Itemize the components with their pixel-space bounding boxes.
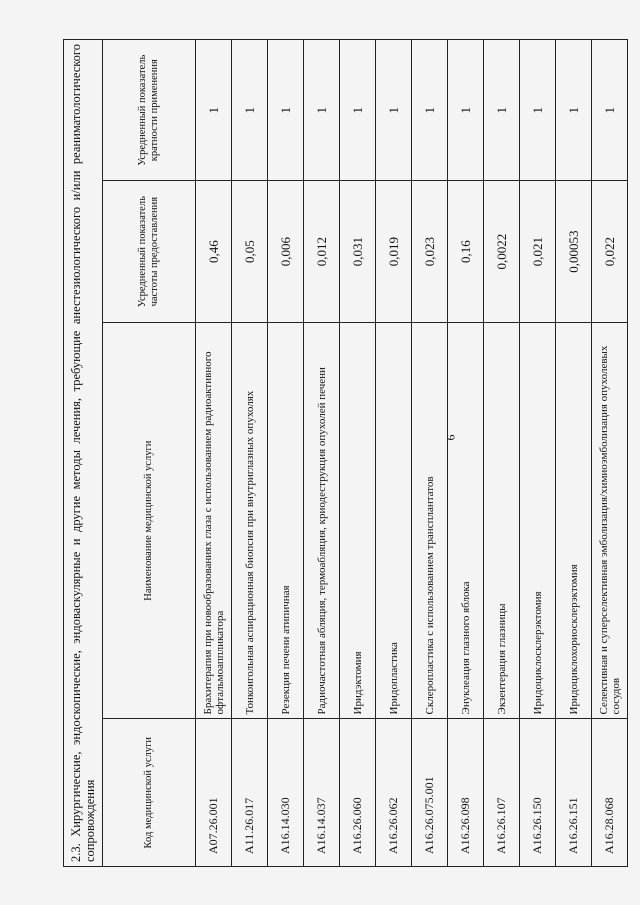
- cell-name: Иридэктомия: [340, 322, 376, 719]
- cell-name: Склеропластика с использованием трансплантатов: [412, 322, 448, 719]
- table-header-row: [103, 40, 196, 867]
- cell-code: A16.26.062: [376, 719, 412, 867]
- table-row: [340, 40, 376, 867]
- cell-multiplicity: 1: [592, 40, 628, 181]
- cell-code: A16.14.037: [304, 719, 340, 867]
- cell-code: A16.26.098: [448, 719, 484, 867]
- table-row: [448, 40, 484, 867]
- column-header-multiplicity: Усредненный показатель кратности применения: [103, 40, 196, 181]
- cell-name: Иридоциклосклерэктомия: [520, 322, 556, 719]
- section-heading-row: [64, 40, 103, 867]
- column-header-code: Код медицинской услуги: [103, 719, 196, 867]
- cell-code: A07.26.001: [196, 719, 232, 867]
- cell-code: A16.26.075.001: [412, 719, 448, 867]
- cell-code: A11.26.017: [232, 719, 268, 867]
- cell-multiplicity: 1: [376, 40, 412, 181]
- cell-code: A16.28.068: [592, 719, 628, 867]
- column-header-name: Наименование медицинской услуги: [103, 322, 196, 719]
- cell-multiplicity: 1: [232, 40, 268, 181]
- cell-frequency: 0,021: [520, 181, 556, 322]
- cell-multiplicity: 1: [340, 40, 376, 181]
- table-row: [484, 40, 520, 867]
- column-header-frequency: Усредненный показатель частоты предоставления: [103, 181, 196, 322]
- cell-code: A16.26.150: [520, 719, 556, 867]
- cell-name: Радиочастотная абляция, термоабляция, криодеструкция опухолей печени: [304, 322, 340, 719]
- cell-name: Иридопластика: [376, 322, 412, 719]
- cell-name: Энуклеация глазного яблока: [448, 322, 484, 719]
- cell-code: A16.26.151: [556, 719, 592, 867]
- services-table: [63, 39, 628, 867]
- cell-multiplicity: 1: [484, 40, 520, 181]
- cell-multiplicity: 1: [196, 40, 232, 181]
- cell-frequency: 0,006: [268, 181, 304, 322]
- cell-name: Селективная и суперселективная эмболизация/химиоэмболизация опухолевых сосудов: [592, 322, 628, 719]
- cell-frequency: 0,46: [196, 181, 232, 322]
- cell-code: A16.14.030: [268, 719, 304, 867]
- cell-name: Брахитерапия при новообразованиях глаза с использованием радиоактивного офтальмоаппликатора: [196, 322, 232, 719]
- cell-multiplicity: 1: [304, 40, 340, 181]
- table-row: [232, 40, 268, 867]
- cell-multiplicity: 1: [520, 40, 556, 181]
- cell-frequency: 0,019: [376, 181, 412, 322]
- table-row: [556, 40, 592, 867]
- cell-multiplicity: 1: [268, 40, 304, 181]
- cell-frequency: 0,022: [592, 181, 628, 322]
- cell-name: Тонкоигольная аспирационная биопсия при внутриглазных опухолях: [232, 322, 268, 719]
- cell-name: Резекция печени атипичная: [268, 322, 304, 719]
- cell-name: Экзентерация глазницы: [484, 322, 520, 719]
- table-row: [304, 40, 340, 867]
- cell-frequency: 0,023: [412, 181, 448, 322]
- cell-multiplicity: 1: [556, 40, 592, 181]
- cell-frequency: 0,16: [448, 181, 484, 322]
- section-heading: 2.3. Хирургические, эндоскопические, эндоваскулярные и другие методы лечения, требующие анестезиологического и/или реаниматологического сопровождения: [64, 40, 103, 867]
- rotated-table-container: [63, 39, 622, 867]
- table-row: [412, 40, 448, 867]
- cell-code: A16.26.060: [340, 719, 376, 867]
- table-row: [268, 40, 304, 867]
- cell-frequency: 0,00053: [556, 181, 592, 322]
- cell-frequency: 0,0022: [484, 181, 520, 322]
- table-row: [592, 40, 628, 867]
- cell-frequency: 0,012: [304, 181, 340, 322]
- page-number: 6: [443, 434, 458, 441]
- table-row: [196, 40, 232, 867]
- cell-multiplicity: 1: [448, 40, 484, 181]
- cell-name: Иридоциклохориосклерэктомия: [556, 322, 592, 719]
- table-row: [520, 40, 556, 867]
- cell-multiplicity: 1: [412, 40, 448, 181]
- cell-frequency: 0,031: [340, 181, 376, 322]
- cell-code: A16.26.107: [484, 719, 520, 867]
- table-row: [376, 40, 412, 867]
- cell-frequency: 0,05: [232, 181, 268, 322]
